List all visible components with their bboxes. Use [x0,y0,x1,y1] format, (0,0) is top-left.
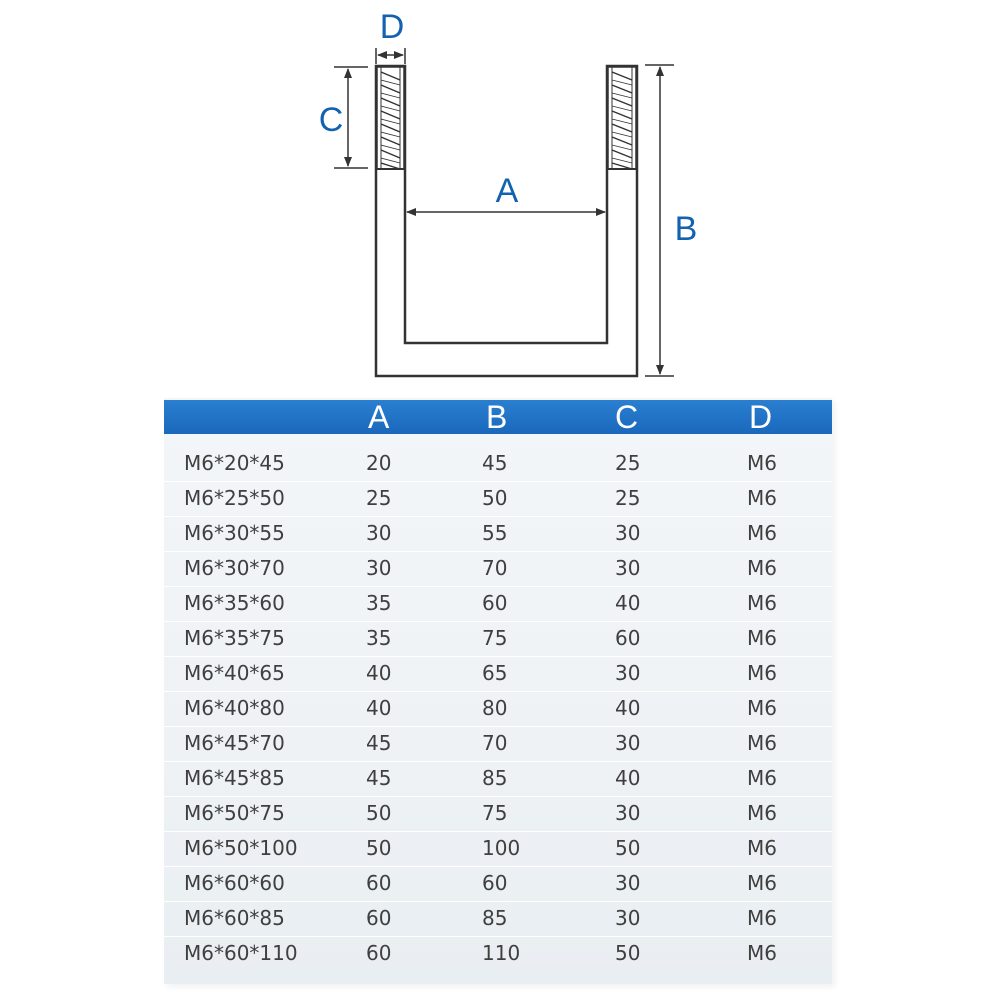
b-cell: 70 [482,731,508,755]
c-cell: 30 [615,661,641,685]
model-cell: M6*50*100 [184,836,298,860]
table-row [164,936,832,971]
model-cell: M6*45*85 [184,766,285,790]
column-header-b: B [486,399,508,435]
c-cell: 30 [615,801,641,825]
b-cell: 100 [482,836,521,860]
table-row [164,761,832,797]
model-cell: M6*60*85 [184,906,285,930]
table-row [164,446,832,482]
a-cell: 40 [366,696,392,720]
dimension-b [645,65,674,376]
b-cell: 55 [482,521,508,545]
d-cell: M6 [747,521,777,545]
c-cell: 50 [615,836,641,860]
model-cell: M6*50*75 [184,801,285,825]
b-cell: 45 [482,451,508,475]
c-cell: 40 [615,591,641,615]
table-row [164,726,832,762]
model-cell: M6*45*70 [184,731,285,755]
b-cell: 85 [482,766,508,790]
c-cell: 40 [615,696,641,720]
a-cell: 60 [366,906,392,930]
d-cell: M6 [747,871,777,895]
table-row [164,656,832,692]
a-cell: 50 [366,836,392,860]
a-cell: 35 [366,626,392,650]
spec-table [164,398,832,984]
b-cell: 75 [482,801,508,825]
a-cell: 25 [366,486,392,510]
left-thread [376,67,405,169]
a-cell: 45 [366,731,392,755]
d-cell: M6 [747,696,777,720]
c-cell: 40 [615,766,641,790]
table-row [164,866,832,902]
model-cell: M6*40*65 [184,661,285,685]
d-cell: M6 [747,591,777,615]
table-row [164,481,832,517]
table-row [164,621,832,657]
b-cell: 50 [482,486,508,510]
d-cell: M6 [747,661,777,685]
a-cell: 30 [366,521,392,545]
b-cell: 80 [482,696,508,720]
model-cell: M6*40*80 [184,696,285,720]
model-cell: M6*60*110 [184,941,298,965]
model-cell: M6*20*45 [184,451,285,475]
d-cell: M6 [747,836,777,860]
a-cell: 60 [366,941,392,965]
a-cell: 60 [366,871,392,895]
d-cell: M6 [747,906,777,930]
dimension-d [376,48,405,64]
c-cell: 50 [615,941,641,965]
model-cell: M6*60*60 [184,871,285,895]
u-bolt-diagram [0,0,1000,395]
right-thread [607,67,637,169]
c-cell: 30 [615,731,641,755]
model-cell: M6*30*55 [184,521,285,545]
c-cell: 30 [615,556,641,580]
table-row [164,796,832,832]
d-cell: M6 [747,556,777,580]
model-cell: M6*25*50 [184,486,285,510]
column-header-d: D [749,399,773,435]
d-cell: M6 [747,801,777,825]
d-cell: M6 [747,731,777,755]
c-cell: 60 [615,626,641,650]
c-cell: 30 [615,906,641,930]
a-cell: 40 [366,661,392,685]
b-cell: 60 [482,591,508,615]
c-cell: 30 [615,521,641,545]
c-cell: 25 [615,451,641,475]
b-cell: 60 [482,871,508,895]
a-cell: 50 [366,801,392,825]
a-cell: 35 [366,591,392,615]
u-bolt-outline [376,66,637,376]
table-row [164,551,832,587]
dimension-d-label: D [379,8,405,46]
c-cell: 25 [615,486,641,510]
column-header-a: A [368,399,390,435]
d-cell: M6 [747,766,777,790]
a-cell: 30 [366,556,392,580]
table-row [164,831,832,867]
table-row [164,516,832,552]
dimension-a-label: A [495,172,519,210]
b-cell: 75 [482,626,508,650]
model-cell: M6*35*60 [184,591,285,615]
c-cell: 30 [615,871,641,895]
a-cell: 20 [366,451,392,475]
table-header [164,400,832,434]
a-cell: 45 [366,766,392,790]
d-cell: M6 [747,451,777,475]
d-cell: M6 [747,941,777,965]
d-cell: M6 [747,626,777,650]
b-cell: 65 [482,661,508,685]
table-row [164,901,832,937]
table-row [164,691,832,727]
column-header-c: C [615,399,639,435]
b-cell: 70 [482,556,508,580]
table-row [164,586,832,622]
model-cell: M6*35*75 [184,626,285,650]
dimension-c-label: C [318,101,344,139]
d-cell: M6 [747,486,777,510]
b-cell: 85 [482,906,508,930]
model-cell: M6*30*70 [184,556,285,580]
b-cell: 110 [482,941,521,965]
dimension-b-label: B [674,210,698,248]
